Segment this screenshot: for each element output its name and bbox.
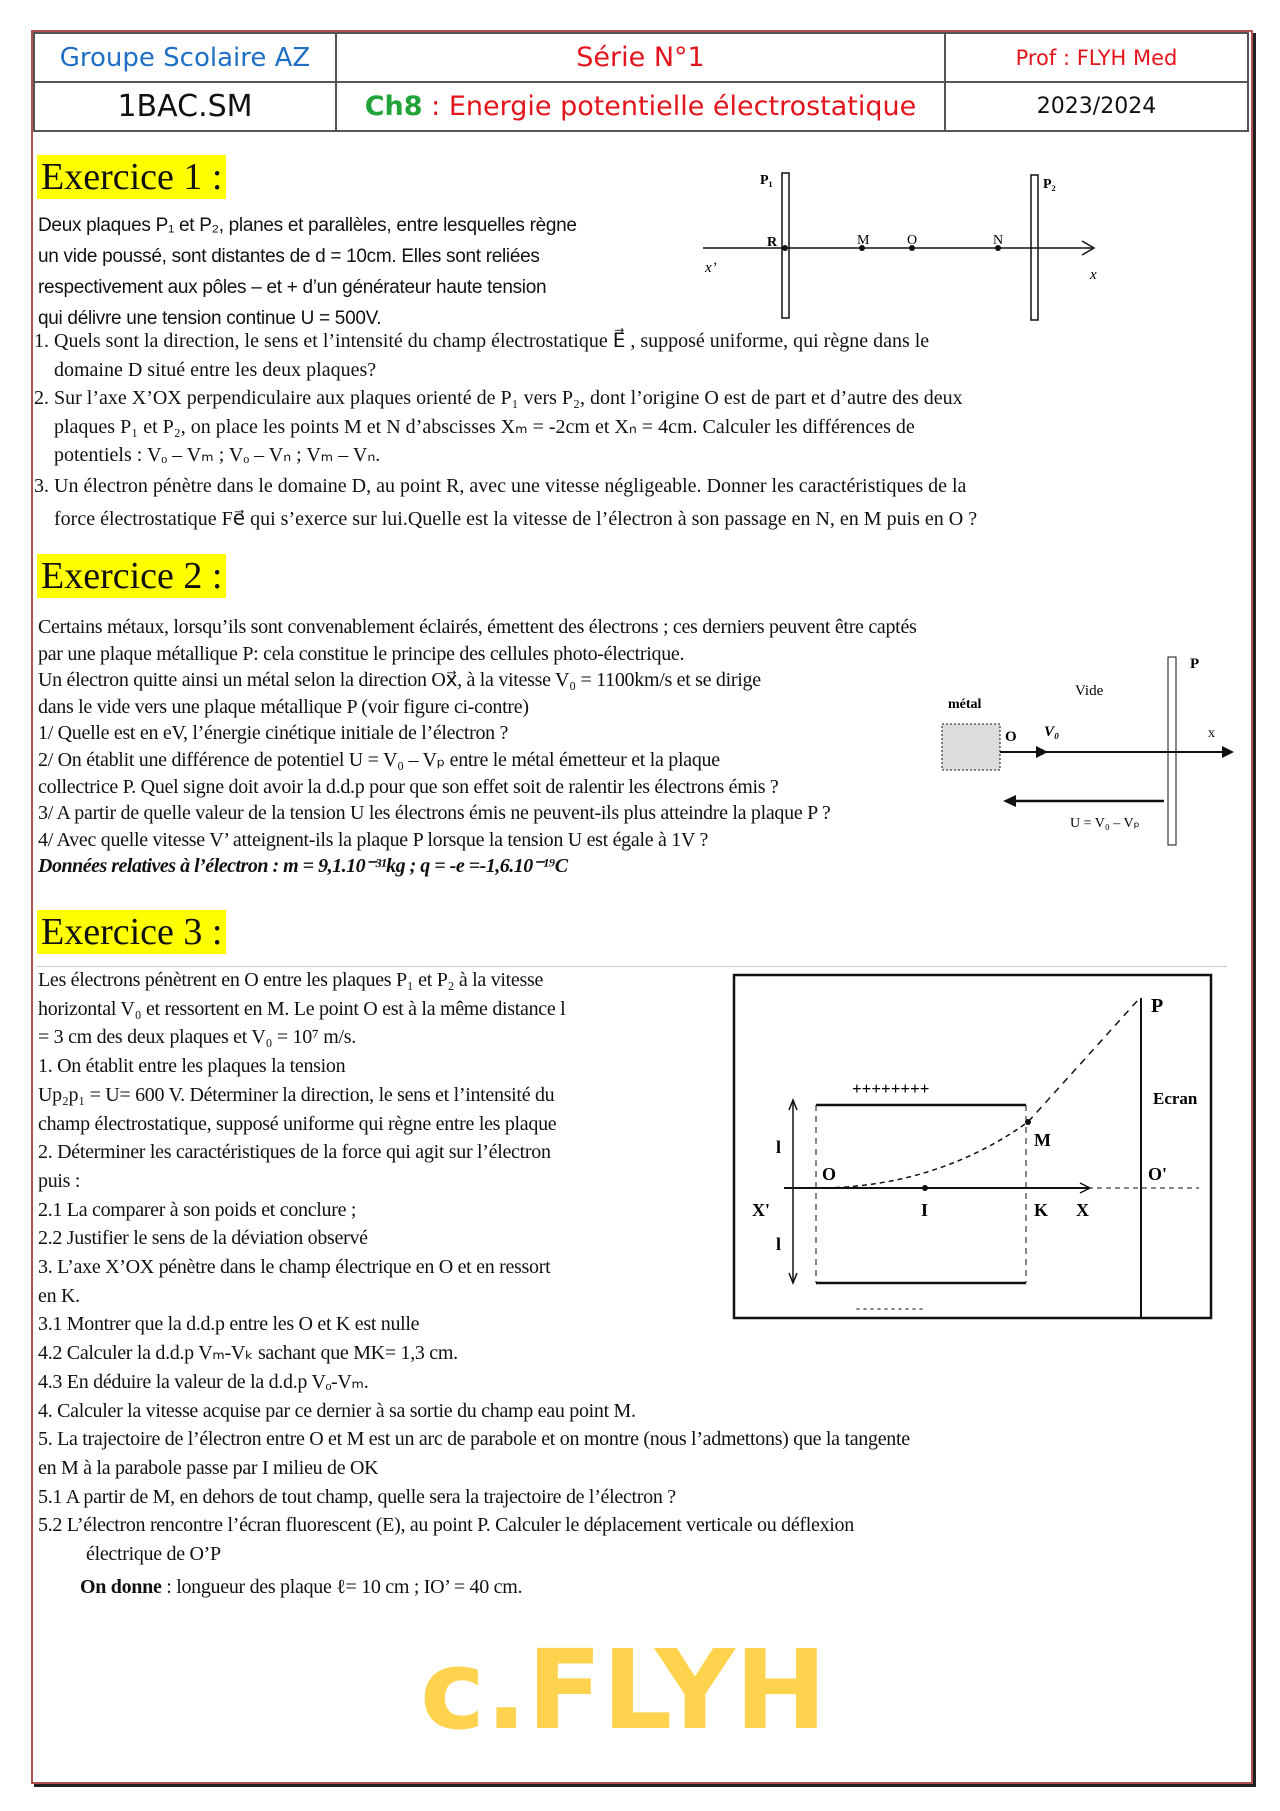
school-text: Groupe Scolaire AZ	[59, 42, 311, 73]
label-o: O	[822, 1164, 837, 1184]
serie-title: Série N°1	[576, 42, 705, 73]
label-p: P	[1190, 656, 1200, 672]
text-line: domaine D situé entre les deux plaques?	[54, 358, 377, 381]
text-line: collectrice P. Quel signe doit avoir la d.d.p pour que son effet soit de ralentir les électrons émis ?	[38, 775, 779, 798]
text-line: = 3 cm des deux plaques et V₀ = 10⁷ m/s.	[38, 1026, 356, 1049]
text-line: en M à la parabole passe par I milieu de OK	[38, 1456, 379, 1479]
given-text: : longueur des plaque ℓ= 10 cm ; IO’ = 40 cm.	[161, 1575, 523, 1598]
prof-name: Prof : FLYH Med	[1015, 45, 1178, 70]
text-line: puis :	[38, 1169, 81, 1192]
question-1	[34, 327, 977, 384]
text-line: plaques P₁ et P₂, on place les points M et N d’abscisses Xₘ = -2cm et Xₙ = 4cm. Calculer les différences de	[54, 415, 915, 438]
label-l-bottom: l	[776, 1234, 782, 1254]
text-line: 4. Calculer la vitesse acquise par ce dernier à sa sortie du champ eau point M.	[38, 1399, 636, 1422]
label-ecran: Ecran	[1153, 1089, 1198, 1108]
text-line: respectivement aux pôles – et + d’un générateur haute tension	[38, 277, 547, 298]
velocity-arrow-icon	[1036, 746, 1048, 758]
label-m: M	[1034, 1130, 1051, 1150]
label-o: O	[1005, 729, 1017, 745]
question-3	[34, 470, 977, 536]
label-xprime: x’	[705, 260, 717, 276]
school-name	[34, 33, 336, 82]
metal-block	[942, 724, 1000, 770]
text-line: 5.1 A partir de M, en dehors de tout champ, quelle sera la trajectoire de l’électron ?	[38, 1485, 676, 1508]
text-line: Un électron quitte ainsi un métal selon la direction Ox⃗, à la vitesse V₀ = 1100km/s et se dirige	[38, 669, 761, 692]
label-i: I	[921, 1200, 929, 1220]
label-o: O	[907, 233, 918, 248]
text-line: 5. La trajectoire de l’électron entre O et M est un arc de parabole et on montre (nous l’admettons) que la tangente	[38, 1428, 910, 1451]
label-metal: métal	[948, 697, 982, 712]
field-arrow-icon	[1003, 795, 1016, 807]
plus-charges: ++++++++	[852, 1079, 930, 1098]
point-r	[782, 245, 788, 251]
point-i	[922, 1185, 928, 1191]
straight-trajectory	[1028, 1000, 1138, 1122]
label-n: N	[993, 233, 1004, 248]
level-cell	[34, 82, 336, 131]
text-line: Les électrons pénètrent en O entre les plaques P₁ et P₂ à la vitesse	[38, 969, 544, 991]
label-vide: Vide	[1075, 683, 1104, 699]
text-line: 1. Quels sont la direction, le sens et l’intensité du champ électrostatique E⃗ , supposé uniforme, qui règne dans le	[34, 330, 930, 352]
label-x: X	[1076, 1200, 1089, 1220]
label-xprime: X'	[752, 1200, 770, 1220]
watermark: c.FLYH	[420, 1626, 827, 1754]
text-line: un vide poussé, sont distantes de d = 10cm. Elles sont reliées	[38, 246, 540, 267]
point-m	[1025, 1119, 1031, 1125]
text-line: horizontal V₀ et ressortent en M. Le point O est à la même distance l	[38, 997, 566, 1020]
text-line: 1/ Quelle est en eV, l’énergie cinétique initiale de l’électron ?	[38, 722, 509, 745]
text-line: 4.3 En déduire la valeur de la d.d.p Vₒ-Vₘ.	[38, 1370, 369, 1393]
text-line: 2.1 La comparer à son poids et conclure ;	[38, 1198, 357, 1221]
text-line: force électrostatique Fe⃗ qui s’exerce sur lui.Quelle est la vitesse de l’électron à son passage en N, en M puis en O ?	[54, 507, 978, 530]
text-line: 3.1 Montrer que la d.d.p entre les O et K est nulle	[38, 1313, 420, 1336]
label-x: x	[1090, 267, 1097, 283]
text-line: Up₂p₁ = U= 600 V. Déterminer la direction, le sens et l’intensité du	[38, 1083, 555, 1106]
text-line: 4.2 Calculer la d.d.p Vₘ-Vₖ sachant que MK= 1,3 cm.	[38, 1342, 458, 1365]
label-p: P	[1151, 995, 1164, 1017]
label-r: R	[767, 235, 778, 250]
header-table	[33, 32, 1249, 132]
label-u: U = V₀ – Vₚ	[1070, 816, 1140, 831]
label-oprime: O'	[1148, 1164, 1168, 1184]
label-x: x	[1208, 726, 1215, 741]
text-line: 5.2 L’électron rencontre l’écran fluorescent (E), au point P. Calculer le déplacement verticale ou déflexion	[38, 1514, 854, 1537]
text-line: Deux plaques P₁ et P₂, planes et parallèles, entre lesquelles règne	[38, 215, 577, 236]
chapter-cell	[336, 82, 945, 131]
text-line: 3. Un électron pénètre dans le domaine D, au point R, avec une vitesse négligeable. Donner les caractéristiques de la	[34, 474, 967, 497]
exercise-1-questions	[34, 327, 977, 536]
parabola-trajectory	[826, 1122, 1028, 1188]
text-line: dans le vide vers une plaque métallique P (voir figure ci-contre)	[38, 695, 529, 718]
text-line: en K.	[38, 1284, 80, 1307]
text-line: 3/ A partir de quelle valeur de la tension U les électrons émis ne peuvent-ils plus atteindre la plaque P ?	[38, 802, 831, 825]
electron-data: Données relatives à l’électron : m = 9,1.10⁻³¹kg ; q = -e =-1,6.10⁻¹⁹C	[38, 855, 568, 878]
text-line: 2/ On établit une différence de potentiel U = V₀ – Vₚ entre le métal émetteur et la plaque	[38, 748, 720, 771]
text-line: 2. Sur l’axe X’OX perpendiculaire aux plaques orienté de P₁ vers P₂, dont l’origine O est de part et d’autre des deux	[34, 387, 963, 409]
year-cell	[945, 82, 1248, 131]
label-p1: P₁	[760, 173, 773, 188]
indented-line: électrique de O’P	[86, 1543, 221, 1566]
text-line: 3. L’axe X’OX pénètre dans le champ électrique en O et en ressort	[38, 1256, 551, 1279]
exercise-1-title: Exercice 1 :	[37, 155, 226, 199]
level-text: 1BAC.SM	[117, 89, 253, 124]
chapter-number: Ch8	[364, 91, 423, 122]
text-line: qui délivre une tension continue U = 500V.	[38, 308, 382, 329]
text-line: 4/ Avec quelle vitesse V’ atteignent-ils la plaque P lorsque la tension U est égale à 1V ?	[38, 828, 709, 851]
exercise-3-title: Exercice 3 :	[37, 910, 226, 954]
question-2	[34, 384, 977, 470]
prof-cell	[945, 33, 1248, 82]
exercise-1-intro	[38, 210, 577, 334]
minus-charges: - - - - - - - - - -	[856, 1301, 923, 1315]
label-k: K	[1034, 1200, 1049, 1220]
text-line: 2. Déterminer les caractéristiques de la force qui agit sur l’électron	[38, 1141, 551, 1164]
text-line: 1. On établit entre les plaques la tension	[38, 1055, 346, 1078]
label-v0: V₀	[1044, 724, 1060, 740]
exercise-3-figure	[730, 970, 1220, 1325]
figure-border	[734, 975, 1211, 1318]
label-p2: P₂	[1043, 177, 1056, 192]
serie-cell	[336, 33, 945, 82]
chapter-title: : Energie potentielle électrostatique	[422, 91, 917, 122]
label-m: M	[857, 233, 870, 248]
axis-arrow-icon	[1222, 746, 1234, 758]
exercise-2-text	[38, 614, 917, 880]
exercise-2-title: Exercice 2 :	[37, 554, 226, 598]
exercise-1-figure	[698, 165, 1108, 325]
exercise-2-figure	[930, 650, 1250, 855]
text-line: potentiels : Vₒ – Vₘ ; Vₒ – Vₙ ; Vₘ – Vₙ.	[54, 444, 381, 466]
text-line: 2.2 Justifier le sens de la déviation observé	[38, 1227, 368, 1250]
given-label: On donne	[80, 1575, 162, 1598]
school-year: 2023/2024	[1036, 94, 1157, 119]
text-line: Certains métaux, lorsqu’ils sont convenablement éclairés, émettent des électrons ; ces derniers peuvent être captés	[38, 616, 917, 638]
exercise-2-lines	[38, 614, 917, 853]
label-l-top: l	[776, 1137, 782, 1157]
text-line: par une plaque métallique P: cela constitue le principe des cellules photo-électrique.	[38, 642, 685, 665]
text-line: champ électrostatique, supposé uniforme qui règne entre les plaque	[38, 1112, 557, 1135]
